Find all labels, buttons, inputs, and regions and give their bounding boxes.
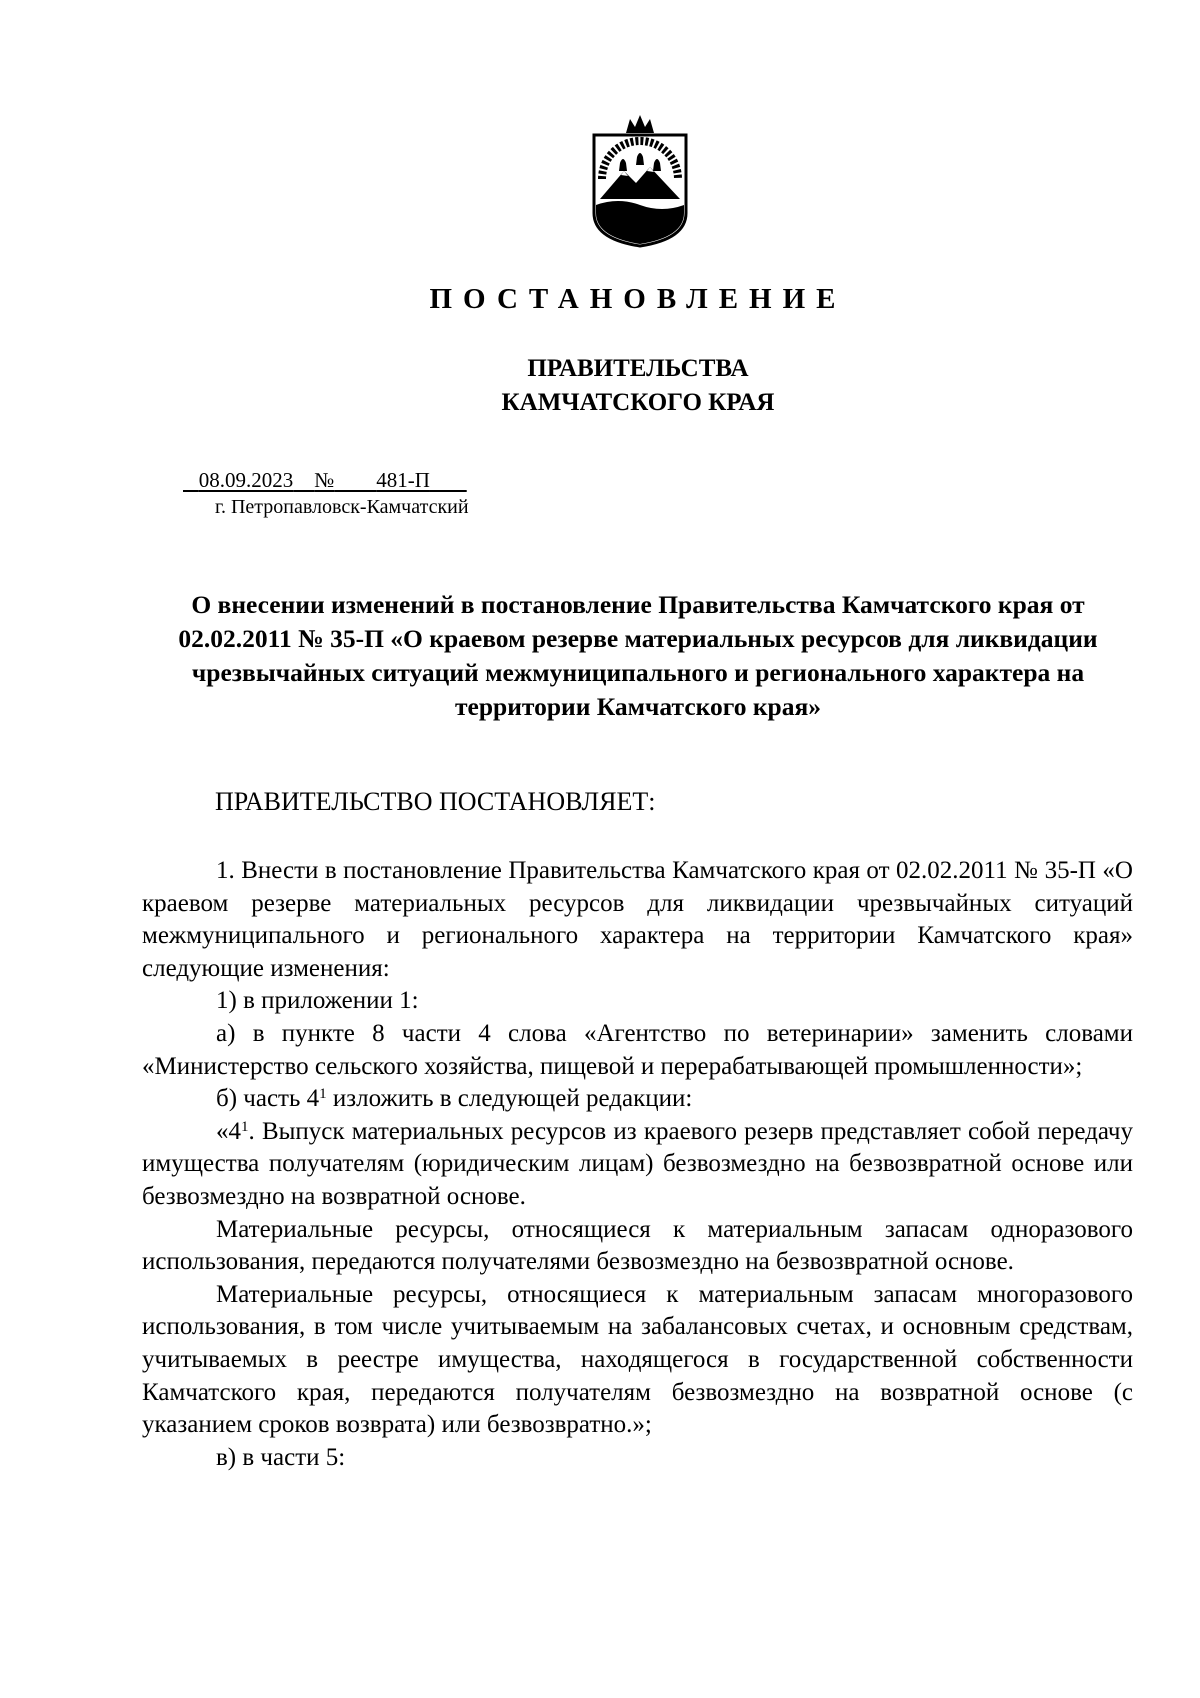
paragraph-3: а) в пункте 8 части 4 слова «Агентство по ветеринарии» заменить словами «Министерство сельского хозяйства, пищевой и перерабатывающей промышленности»; — [142, 1019, 1133, 1080]
paragraph-4-start: б) часть 4 — [216, 1085, 320, 1113]
issuing-authority — [0, 352, 1200, 420]
document-title: О внесении изменений в постановление Правительства Камчатского края от 02.02.2011 № 35-П «О краевом резерве материальных ресурсов для ликвидации чрезвычайных ситуаций межмуниципального и регионального характера на территории Камчатского края» — [178, 590, 1098, 721]
decree-statement: ПРАВИТЕЛЬСТВО ПОСТАНОВЛЯЕТ: — [215, 787, 656, 816]
number-sign: № — [314, 468, 335, 492]
paragraph-2: 1) в приложении 1: — [216, 987, 419, 1015]
paragraph-5 — [142, 1116, 1133, 1214]
city: г. Петропавловск-Камчатский — [215, 496, 469, 518]
paragraph-5-end: . Выпуск материальных ресурсов из краевого резерв представляет собой передачу имущества получателям (юридическим лицам) безвозмездно на безвозвратной основе или безвозмездно на возвратной основе. — [142, 1117, 1133, 1210]
date-number-line — [183, 468, 467, 493]
authority-line-1: ПРАВИТЕЛЬСТВА — [527, 355, 749, 382]
document-type: ПОСТАНОВЛЕНИЕ — [429, 283, 847, 315]
paragraph-8: в) в части 5: — [216, 1443, 346, 1471]
superscript: 1 — [241, 1118, 249, 1135]
paragraph-1: 1. Внести в постановление Правительства Камчатского края от 02.02.2011 № 35-П «О краевом резерве материальных ресурсов для ликвидации чрезвычайных ситуаций межмуниципального и регионального характера на территории Камчатского края» следующие изменения: — [142, 857, 1133, 982]
paragraph-6: Материальные ресурсы, относящиеся к материальным запасам одноразового использования, передаются получателями безвозмездно на безвозвратной основе. — [142, 1215, 1133, 1276]
authority-line-2: КАМЧАТСКОГО КРАЯ — [501, 389, 775, 416]
document-number: 481-П — [376, 468, 430, 492]
paragraph-4-end: изложить в следующей редакции: — [326, 1085, 693, 1113]
document-date: 08.09.2023 — [198, 468, 294, 492]
paragraph-7: Материальные ресурсы, относящиеся к материальным запасам многоразового использования, в том числе учитываемым на забалансовых счетах, и основным средствам, учитываемых в реестре имущества, находящегося в государственной собственности Камчатского края, передаются получателям безвозмездно на возвратной основе (с указанием сроков возврата) или безвозвратно.»; — [142, 1280, 1133, 1439]
document-body — [142, 855, 1133, 1474]
kamchatka-coat-of-arms-icon — [590, 113, 690, 248]
superscript: 1 — [319, 1086, 327, 1103]
paragraph-5-start: «4 — [216, 1117, 241, 1145]
paragraph-4 — [142, 1083, 1133, 1116]
